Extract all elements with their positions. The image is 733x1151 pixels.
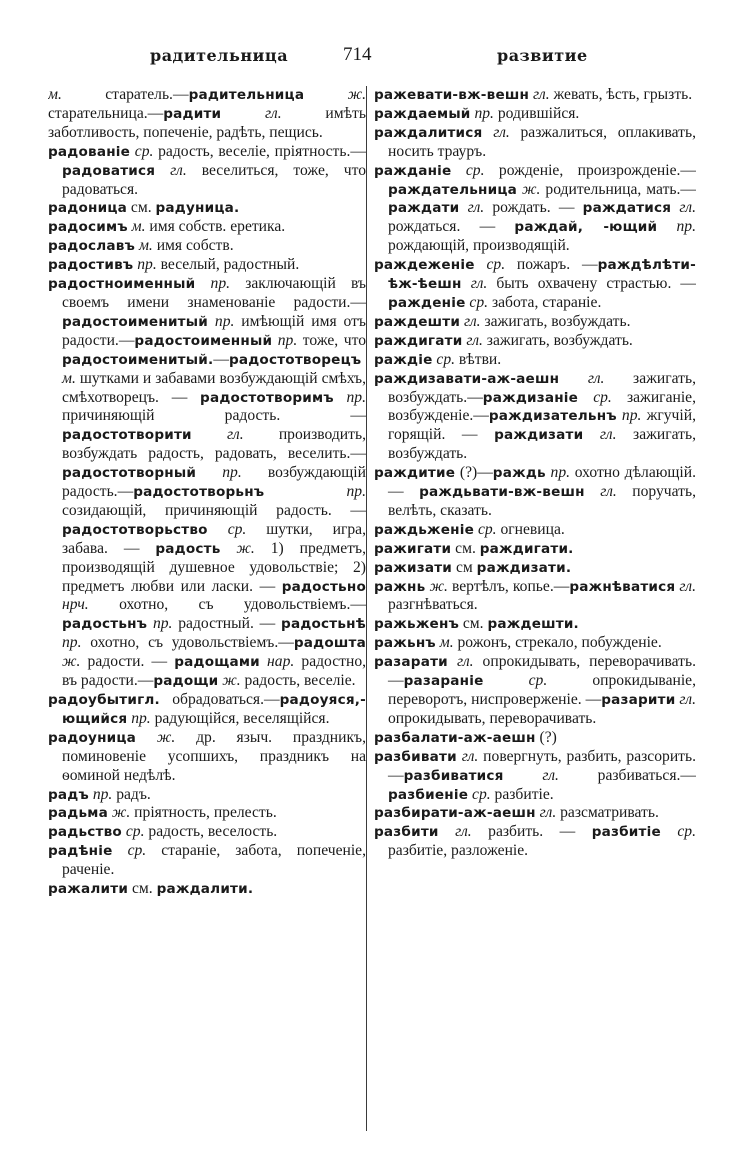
dictionary-entry: раждаемый пр. родившійся. [374, 104, 580, 122]
dictionary-entry: разбивати гл. повергнуть, разбить, разсорить.—разбиватися гл. разбиваться.—разбиеніе ср. разбитіе. [374, 747, 696, 803]
dictionary-entry: ражевати-вж-вешн гл. жевать, ѣсть, грызть. [374, 86, 693, 103]
dictionary-entry: радоуница ж. др. языч. праздникъ, поминовеніе усопшихъ, праздникъ на ѳоминой недѣлѣ. [48, 728, 366, 784]
column-divider [366, 86, 367, 1131]
dictionary-entry: раждизавати-аж-аешн гл. зажигать, возбуждать.—раждизаніе ср. зажиганіе, возбужденіе.—раждизательнъ пр. жгучій, горящій. — раждизати гл. зажигать, возбуждать. [374, 369, 696, 463]
dictionary-entry: радоубытигл. обрадоваться.—радоуяся,-ющийся пр. радующійся, веселящійся. [48, 691, 366, 727]
dictionary-entry: ражизати см раждизати. [374, 558, 572, 576]
dictionary-entry: ражалити см. раждалити. [48, 880, 254, 898]
dictionary-entry: радославъ м. имя собств. [48, 237, 234, 255]
dictionary-entry: м. старатель.—радительница ж. старательница.—радити гл. имѣть заботливость, попеченіе, радѣть, пещись. [48, 86, 366, 141]
left-column [48, 86, 366, 1131]
dictionary-entry: радованіе ср. радость, веселіе, пріятность.—радоватися гл. веселиться, тоже, что радоваться. [48, 142, 366, 198]
dictionary-entry: раждеженіе ср. пожаръ. —раждѣлѣти-ѣж-ѣешн гл. быть охвачену страстью. — ражденіе ср. забота, стараніе. [374, 256, 696, 311]
dictionary-entry: разбити гл. разбить. — разбитіе ср. разбитіе, разложеніе. [374, 823, 696, 860]
dictionary-entry: раждьженіе ср. огневица. [374, 520, 565, 538]
running-header [0, 44, 733, 74]
dictionary-entry: раждитие (?)—раждь пр. охотно дѣлающій. — раждьвати-вж-вешн гл. поручать, велѣть, сказать. [374, 464, 696, 519]
dictionary-entry: раждигати гл. зажигать, возбуждать. [374, 331, 633, 349]
dictionary-entry: ражнь ж. вертѣлъ, копье.—ражнѣватися гл. разгнѣваться. [374, 577, 696, 614]
dictionary-entry: разбалати-аж-аешн (?) [374, 728, 557, 746]
dictionary-entry: раждіе ср. вѣтви. [374, 350, 502, 368]
dictionary-entry: ражданіе ср. рожденіе, произрожденіе.—раждательница ж. родительница, мать.—раждати гл. рождать. — раждатися гл. рождаться. — раждай, -ющий пр. рождающій, производящій. [374, 161, 696, 255]
dictionary-entry: радосимъ м. имя собств. еретика. [48, 218, 286, 236]
dictionary-entry: радьство ср. радость, веселость. [48, 823, 278, 841]
right-running-headword: развитие [497, 46, 588, 65]
dictionary-entry: ражьнъ м. рожонъ, стрекало, побужденіе. [374, 634, 662, 652]
left-running-headword: радительница [150, 46, 289, 65]
dictionary-entry: радоница см. радуница. [48, 199, 240, 217]
dictionary-entry: ражьженъ см. раждешти. [374, 615, 579, 633]
dictionary-entry: радъ пр. радъ. [48, 785, 151, 803]
dictionary-entry: раждешти гл. зажигать, возбуждать. [374, 312, 631, 330]
dictionary-entry: радьма ж. пріятность, прелесть. [48, 804, 277, 822]
page-number: 714 [343, 44, 372, 65]
dictionary-entry: ражигати см. раждигати. [374, 539, 574, 557]
dictionary-entry: радостивъ пр. веселый, радостный. [48, 256, 300, 274]
dictionary-entry: раждалитися гл. разжалиться, оплакивать, носить трауръ. [374, 123, 696, 160]
dictionary-entry: радѣніе ср. стараніе, забота, попеченіе, раченіе. [48, 842, 366, 879]
dictionary-entry: разарати гл. опрокидывать, переворачивать.—разараніе ср. опрокидываніе, переворотъ, ниспроверженіе. —разарити гл. опрокидывать, переворачивать. [374, 653, 696, 727]
dictionary-entry: радостноименный пр. заключающій въ своемъ имени знаменованіе радости.—радостоименитый пр. имѣющій имя отъ радости.—радостоименный пр. тоже, что радостоименитый.—радостотворецъ м. шутками и забавами возбуждающій смѣхъ, смѣхотворецъ. — радостотворимъ пр. причиняющій радость. — радостотворити гл. производить, возбуждать радость, радовать, веселить.—радостотворный пр. возбуждающій радость.—радостотворьнъ пр. созидающій, причиняющій радость. — радостотворьство ср. шутки, игра, забава. — радость ж. 1) предметъ, производящій душевное удовольствіе; 2) предметъ любви или ласки. — радостьно нрч. охотно, съ удовольствіемъ.—радостьнъ пр. радостный. — радостьнѣ пр. охотно, съ удовольствіемъ.—радошта ж. радости. — радощами нар. радостно, въ радости.—радощи ж. радость, веселіе. [48, 275, 366, 690]
right-column [374, 86, 696, 1131]
dictionary-entry: разбирати-аж-аешн гл. разсматривать. [374, 804, 659, 822]
